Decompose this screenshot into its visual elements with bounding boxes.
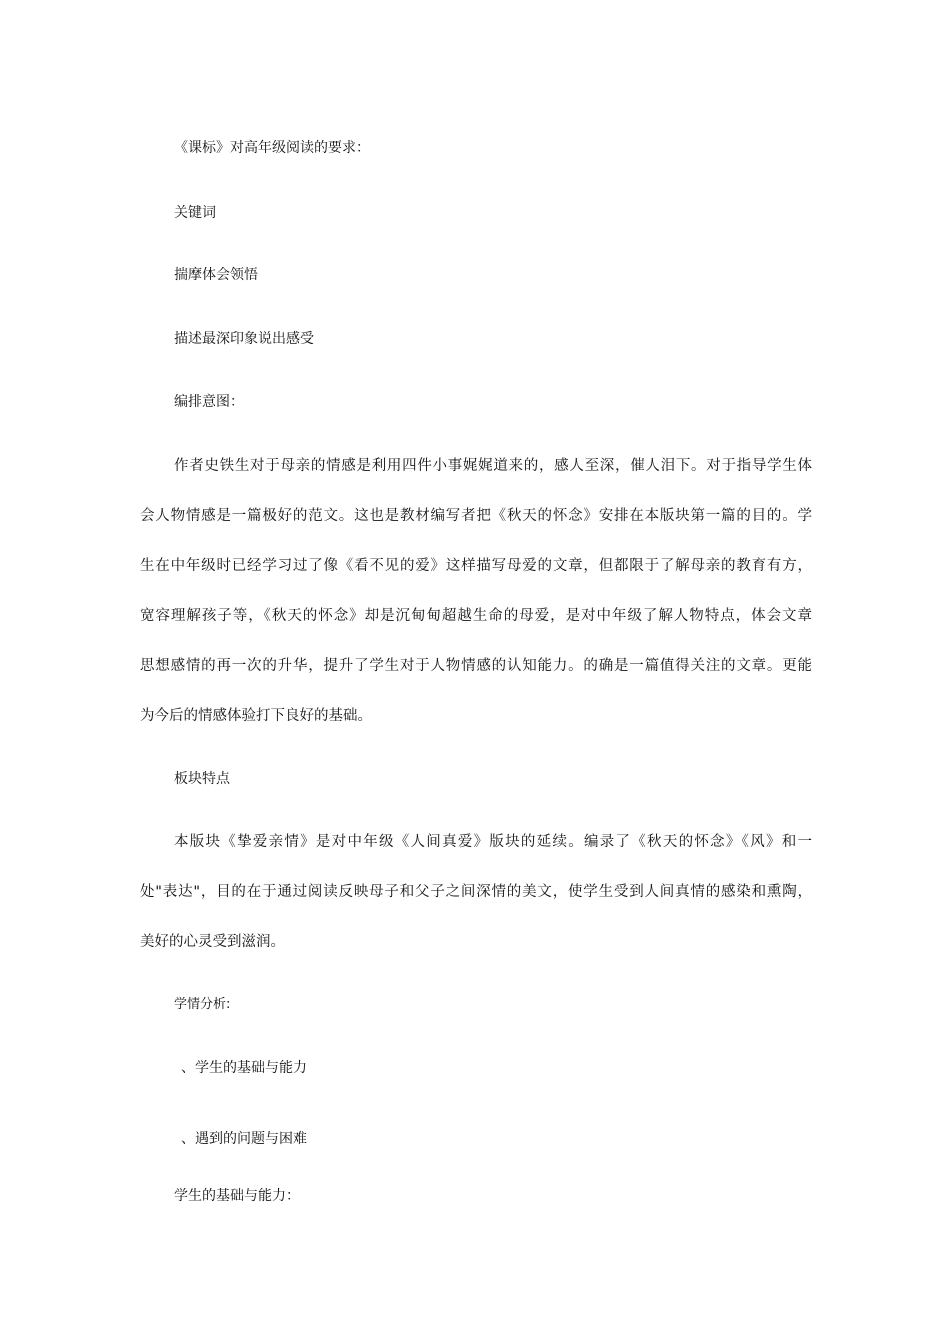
analysis-item-2: 、遇到的问题与困难 (181, 1131, 307, 1147)
paragraph-line: 宽容理解孩子等，《秋天的怀念》却是沉甸甸超越生命的母爱，是对中年级了解人物特点，体会文章 (140, 608, 812, 624)
standard-requirement-heading: 《课标》对高年级阅读的要求： (174, 140, 370, 156)
keyword-line-2: 描述最深印象说出感受 (174, 331, 314, 347)
analysis-item-1: 、学生的基础与能力 (181, 1060, 307, 1076)
paragraph-line: 思想感情的再一次的升华，提升了学生对于人物情感的认知能力。的确是一篇值得关注的文章。更能 (140, 658, 812, 674)
paragraph-line: 会人物情感是一篇极好的范文。这也是教材编写者把《秋天的怀念》安排在本版块第一篇的目的。学 (140, 508, 812, 524)
paragraph-line: 本版块《挚爱亲情》是对中年级《人间真爱》版块的延续。编录了《秋天的怀念》《风》和一 (174, 834, 812, 850)
block-features-label: 板块特点 (174, 771, 230, 787)
paragraph-line: 美好的心灵受到滋润。 (140, 934, 285, 950)
keywords-label: 关键词 (174, 205, 216, 221)
paragraph-line: 处"表达"，目的在于通过阅读反映母子和父子之间深情的美文，使学生受到人间真情的感染和熏陶， (140, 884, 812, 900)
intent-label: 编排意图： (174, 394, 244, 410)
block-features-paragraph (140, 817, 812, 967)
keyword-line-1: 揣摩体会领悟 (174, 267, 258, 283)
analysis-label: 学情分析: (174, 997, 231, 1012)
intent-paragraph (140, 441, 812, 741)
paragraph-line: 为今后的情感体验打下良好的基础。 (140, 708, 372, 724)
basis-heading: 学生的基础与能力： (174, 1188, 300, 1204)
paragraph-line: 作者史铁生对于母亲的情感是利用四件小事娓娓道来的，感人至深，催人泪下。对于指导学生体 (174, 458, 812, 474)
paragraph-line: 生在中年级时已经学习过了像《看不见的爱》这样描写母爱的文章，但都限于了解母亲的教育有方， (140, 558, 812, 574)
